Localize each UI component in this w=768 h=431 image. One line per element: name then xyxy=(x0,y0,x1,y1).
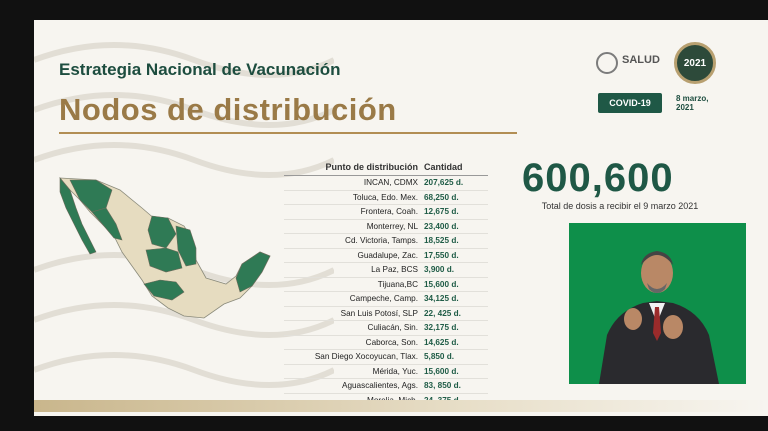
point-cell: Culiacán, Sin. xyxy=(367,323,418,332)
point-cell: San Diego Xocoyucan, Tlax. xyxy=(314,352,418,361)
table-row xyxy=(284,263,488,278)
table-row xyxy=(284,234,488,249)
total-doses-number: 600,600 xyxy=(522,156,674,200)
map-yucatan-peninsula xyxy=(236,252,270,292)
quantity-cell: 23,400 d. xyxy=(424,221,459,231)
quantity-cell: 15,600 d. xyxy=(424,279,459,289)
interpreter-figure xyxy=(569,223,746,384)
salud-label: SALUD xyxy=(622,54,660,66)
point-cell: Monterrey, NL xyxy=(366,221,418,231)
quantity-cell: 34,125 d. xyxy=(424,294,459,303)
table-row xyxy=(284,336,488,351)
presentation-slide xyxy=(34,20,768,416)
quantity-cell: 22, 425 d. xyxy=(424,308,461,318)
table-header xyxy=(284,160,488,176)
quantity-cell: 83, 850 d. xyxy=(424,381,461,390)
salud-sub-line xyxy=(622,66,660,71)
point-cell: Toluca, Edo. Mex. xyxy=(352,192,418,202)
point-cell: Cd. Victoria, Tamps. xyxy=(345,236,418,245)
point-cell: Frontera, Coah. xyxy=(360,207,418,216)
point-cell: San Luis Potosí, SLP xyxy=(340,308,418,318)
table-row xyxy=(284,191,488,206)
footer-band xyxy=(34,400,768,412)
quantity-cell: 68,250 d. xyxy=(424,192,459,202)
salud-logo xyxy=(596,52,660,74)
quantity-cell: 5,850 d. xyxy=(424,352,455,361)
table-row xyxy=(284,176,488,191)
quantity-cell: 207,625 d. xyxy=(424,178,464,187)
column-header-point: Punto de distribución xyxy=(325,162,418,172)
point-cell: La Paz, BCS xyxy=(371,265,418,274)
table-row xyxy=(284,220,488,235)
quantity-cell: 15,600 d. xyxy=(424,366,459,376)
total-doses-label: Total de dosis a recibir el 9 marzo 2021 xyxy=(541,201,699,211)
covid-badge: COVID-19 xyxy=(598,93,662,113)
point-cell: INCAN, CDMX xyxy=(363,178,418,187)
year-2021-logo xyxy=(674,42,716,84)
eagle-seal-icon xyxy=(596,52,618,74)
point-cell: Guadalupe, Zac. xyxy=(357,250,418,260)
point-cell: Caborca, Son. xyxy=(365,337,418,347)
table-row xyxy=(284,307,488,322)
table-row xyxy=(284,379,488,394)
quantity-cell: 14,625 d. xyxy=(424,337,459,347)
table-row xyxy=(284,278,488,293)
point-cell: Campeche, Camp. xyxy=(349,294,418,303)
table-row xyxy=(284,350,488,365)
strategy-title: Estrategia Nacional de Vacunación xyxy=(59,60,341,79)
quantity-cell: 18,525 d. xyxy=(424,236,459,245)
title-divider xyxy=(59,132,517,134)
point-cell: Tijuana,BC xyxy=(377,279,418,289)
point-cell: Aguascalientes, Ags. xyxy=(341,381,418,390)
table-row xyxy=(284,205,488,220)
column-header-quantity: Cantidad xyxy=(424,162,463,172)
table-row xyxy=(284,249,488,264)
sign-language-interpreter-video xyxy=(569,223,746,384)
date-label: 8 marzo, 2021 xyxy=(676,94,709,112)
quantity-cell: 32,175 d. xyxy=(424,323,459,332)
quantity-cell: 12,675 d. xyxy=(424,207,459,216)
quantity-cell: 3,900 d. xyxy=(424,265,455,274)
table-row xyxy=(284,292,488,307)
point-cell: Mérida, Yuc. xyxy=(372,366,418,376)
mexico-map xyxy=(56,168,280,328)
table-row xyxy=(284,365,488,380)
page-title: Nodos de distribución xyxy=(59,92,397,127)
distribution-table xyxy=(284,160,488,408)
quantity-cell: 17,550 d. xyxy=(424,250,459,260)
year-label: 2021 xyxy=(683,57,707,69)
table-row xyxy=(284,321,488,336)
